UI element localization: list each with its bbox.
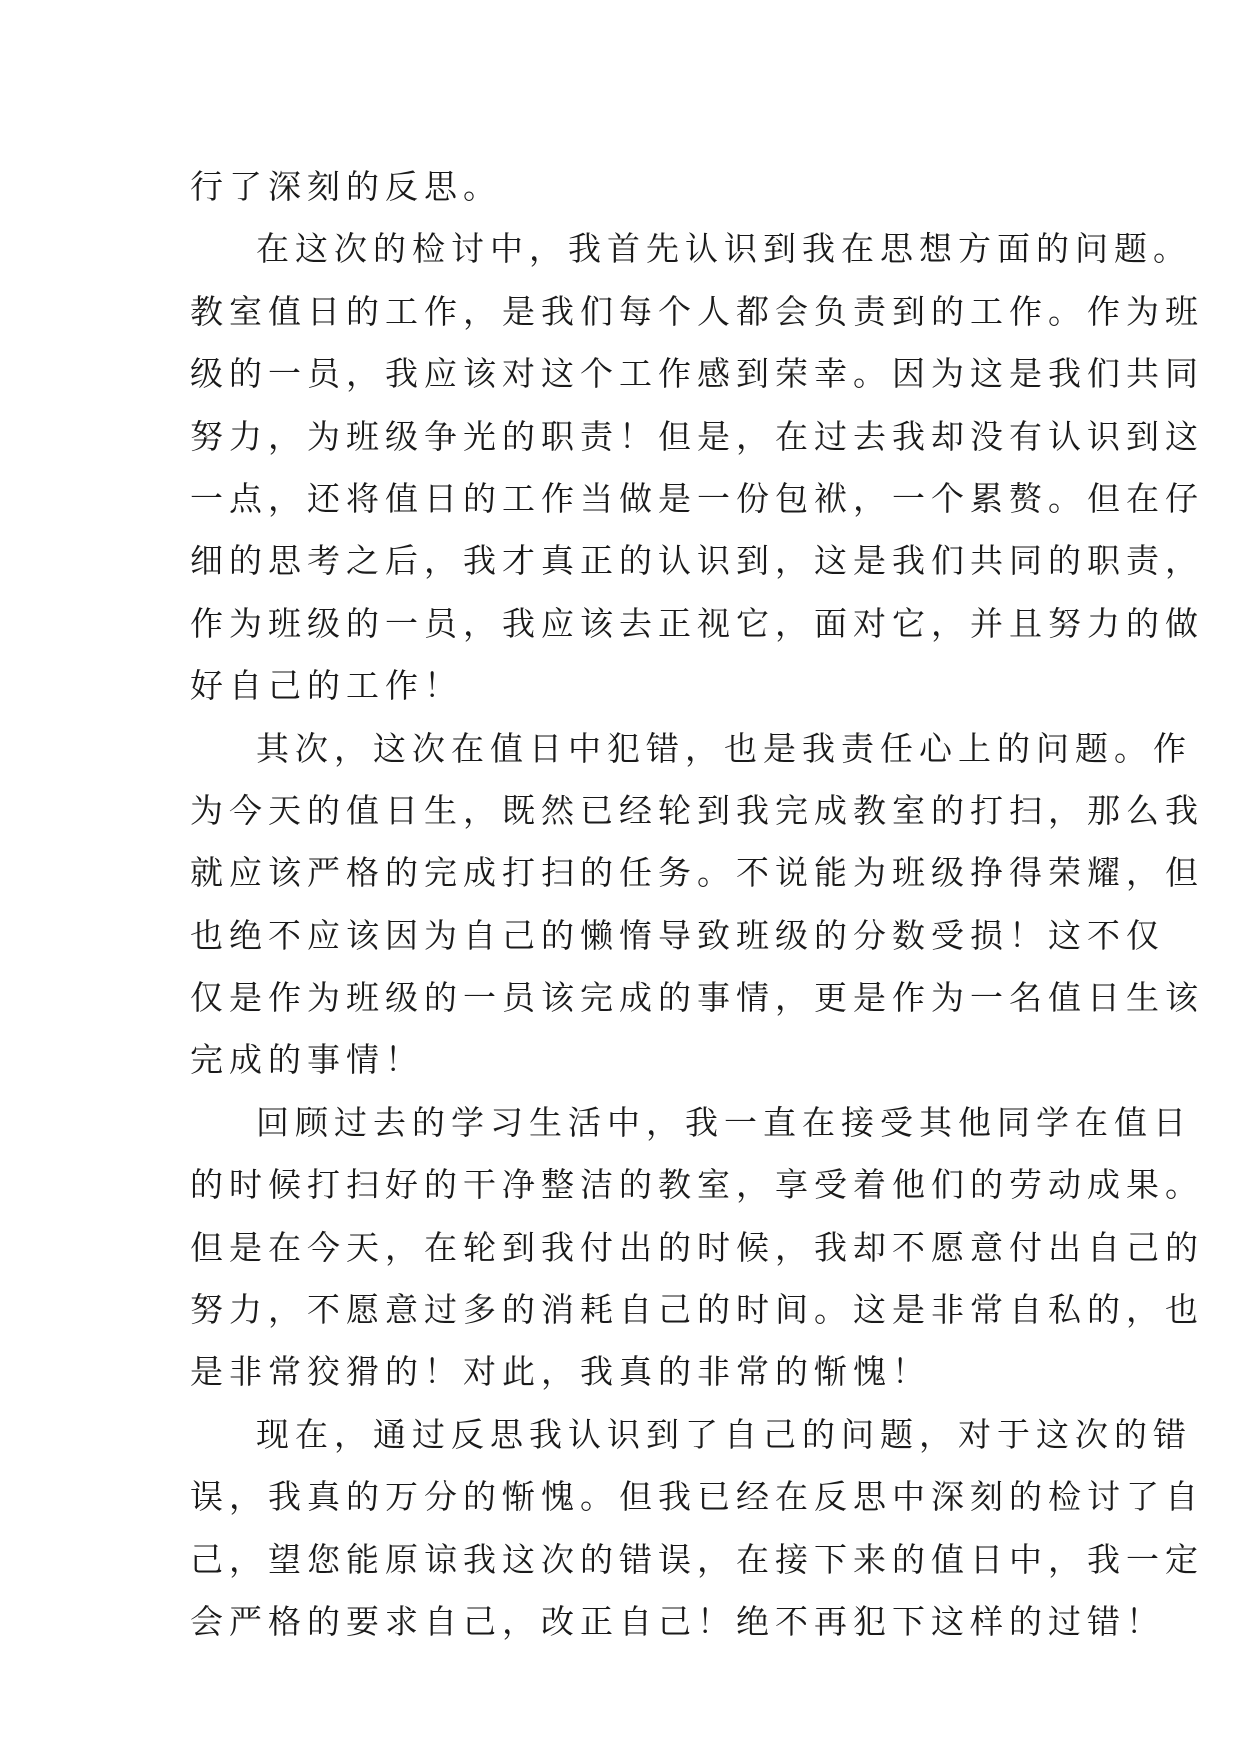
text-line: 为今天的值日生，既然已经轮到我完成教室的打扫，那么我 xyxy=(190,790,1204,830)
text-line: 己，望您能原谅我这次的错误，在接下来的值日中，我一定 xyxy=(190,1539,1204,1579)
paragraph-first-line: 其次，这次在值日中犯错，也是我责任心上的问题。作 xyxy=(256,728,1192,768)
text-line: 细的思考之后，我才真正的认识到，这是我们共同的职责， xyxy=(190,541,1204,581)
paragraph-first-line: 在这次的检讨中，我首先认识到我在思想方面的问题。 xyxy=(256,229,1192,269)
text-line: 作为班级的一员，我应该去正视它，面对它，并且努力的做 xyxy=(190,603,1204,643)
text-line: 是非常狡猾的！对此，我真的非常的惭愧！ xyxy=(190,1352,931,1392)
paragraph-first-line: 现在，通过反思我认识到了自己的问题，对于这次的错 xyxy=(256,1414,1192,1454)
text-line: 会严格的要求自己，改正自己！绝不再犯下这样的过错！ xyxy=(190,1601,1165,1641)
text-line: 好自己的工作！ xyxy=(190,666,463,706)
text-line: 努力，不愿意过多的消耗自己的时间。这是非常自私的，也 xyxy=(190,1290,1204,1330)
text-line: 的时候打扫好的干净整洁的教室，享受着他们的劳动成果。 xyxy=(190,1165,1204,1205)
text-line: 一点，还将值日的工作当做是一份包袱，一个累赘。但在仔 xyxy=(190,478,1204,518)
text-line: 仅是作为班级的一员该完成的事情，更是作为一名值日生该 xyxy=(190,978,1204,1018)
text-line: 就应该严格的完成打扫的任务。不说能为班级挣得荣耀，但 xyxy=(190,853,1204,893)
text-line: 教室值日的工作，是我们每个人都会负责到的工作。作为班 xyxy=(190,291,1204,331)
text-line: 也绝不应该因为自己的懒惰导致班级的分数受损！这不仅 xyxy=(190,915,1165,955)
text-line: 误，我真的万分的惭愧。但我已经在反思中深刻的检讨了自 xyxy=(190,1477,1204,1517)
paragraph-first-line: 回顾过去的学习生活中，我一直在接受其他同学在值日 xyxy=(256,1102,1192,1142)
text-line: 完成的事情！ xyxy=(190,1040,424,1080)
text-line: 行了深刻的反思。 xyxy=(190,167,502,206)
text-line: 但是在今天，在轮到我付出的时候，我却不愿意付出自己的 xyxy=(190,1227,1204,1267)
text-line: 努力，为班级争光的职责！但是，在过去我却没有认识到这 xyxy=(190,416,1204,456)
document-body xyxy=(190,156,1204,1653)
text-line: 级的一员，我应该对这个工作感到荣幸。因为这是我们共同 xyxy=(190,354,1204,394)
